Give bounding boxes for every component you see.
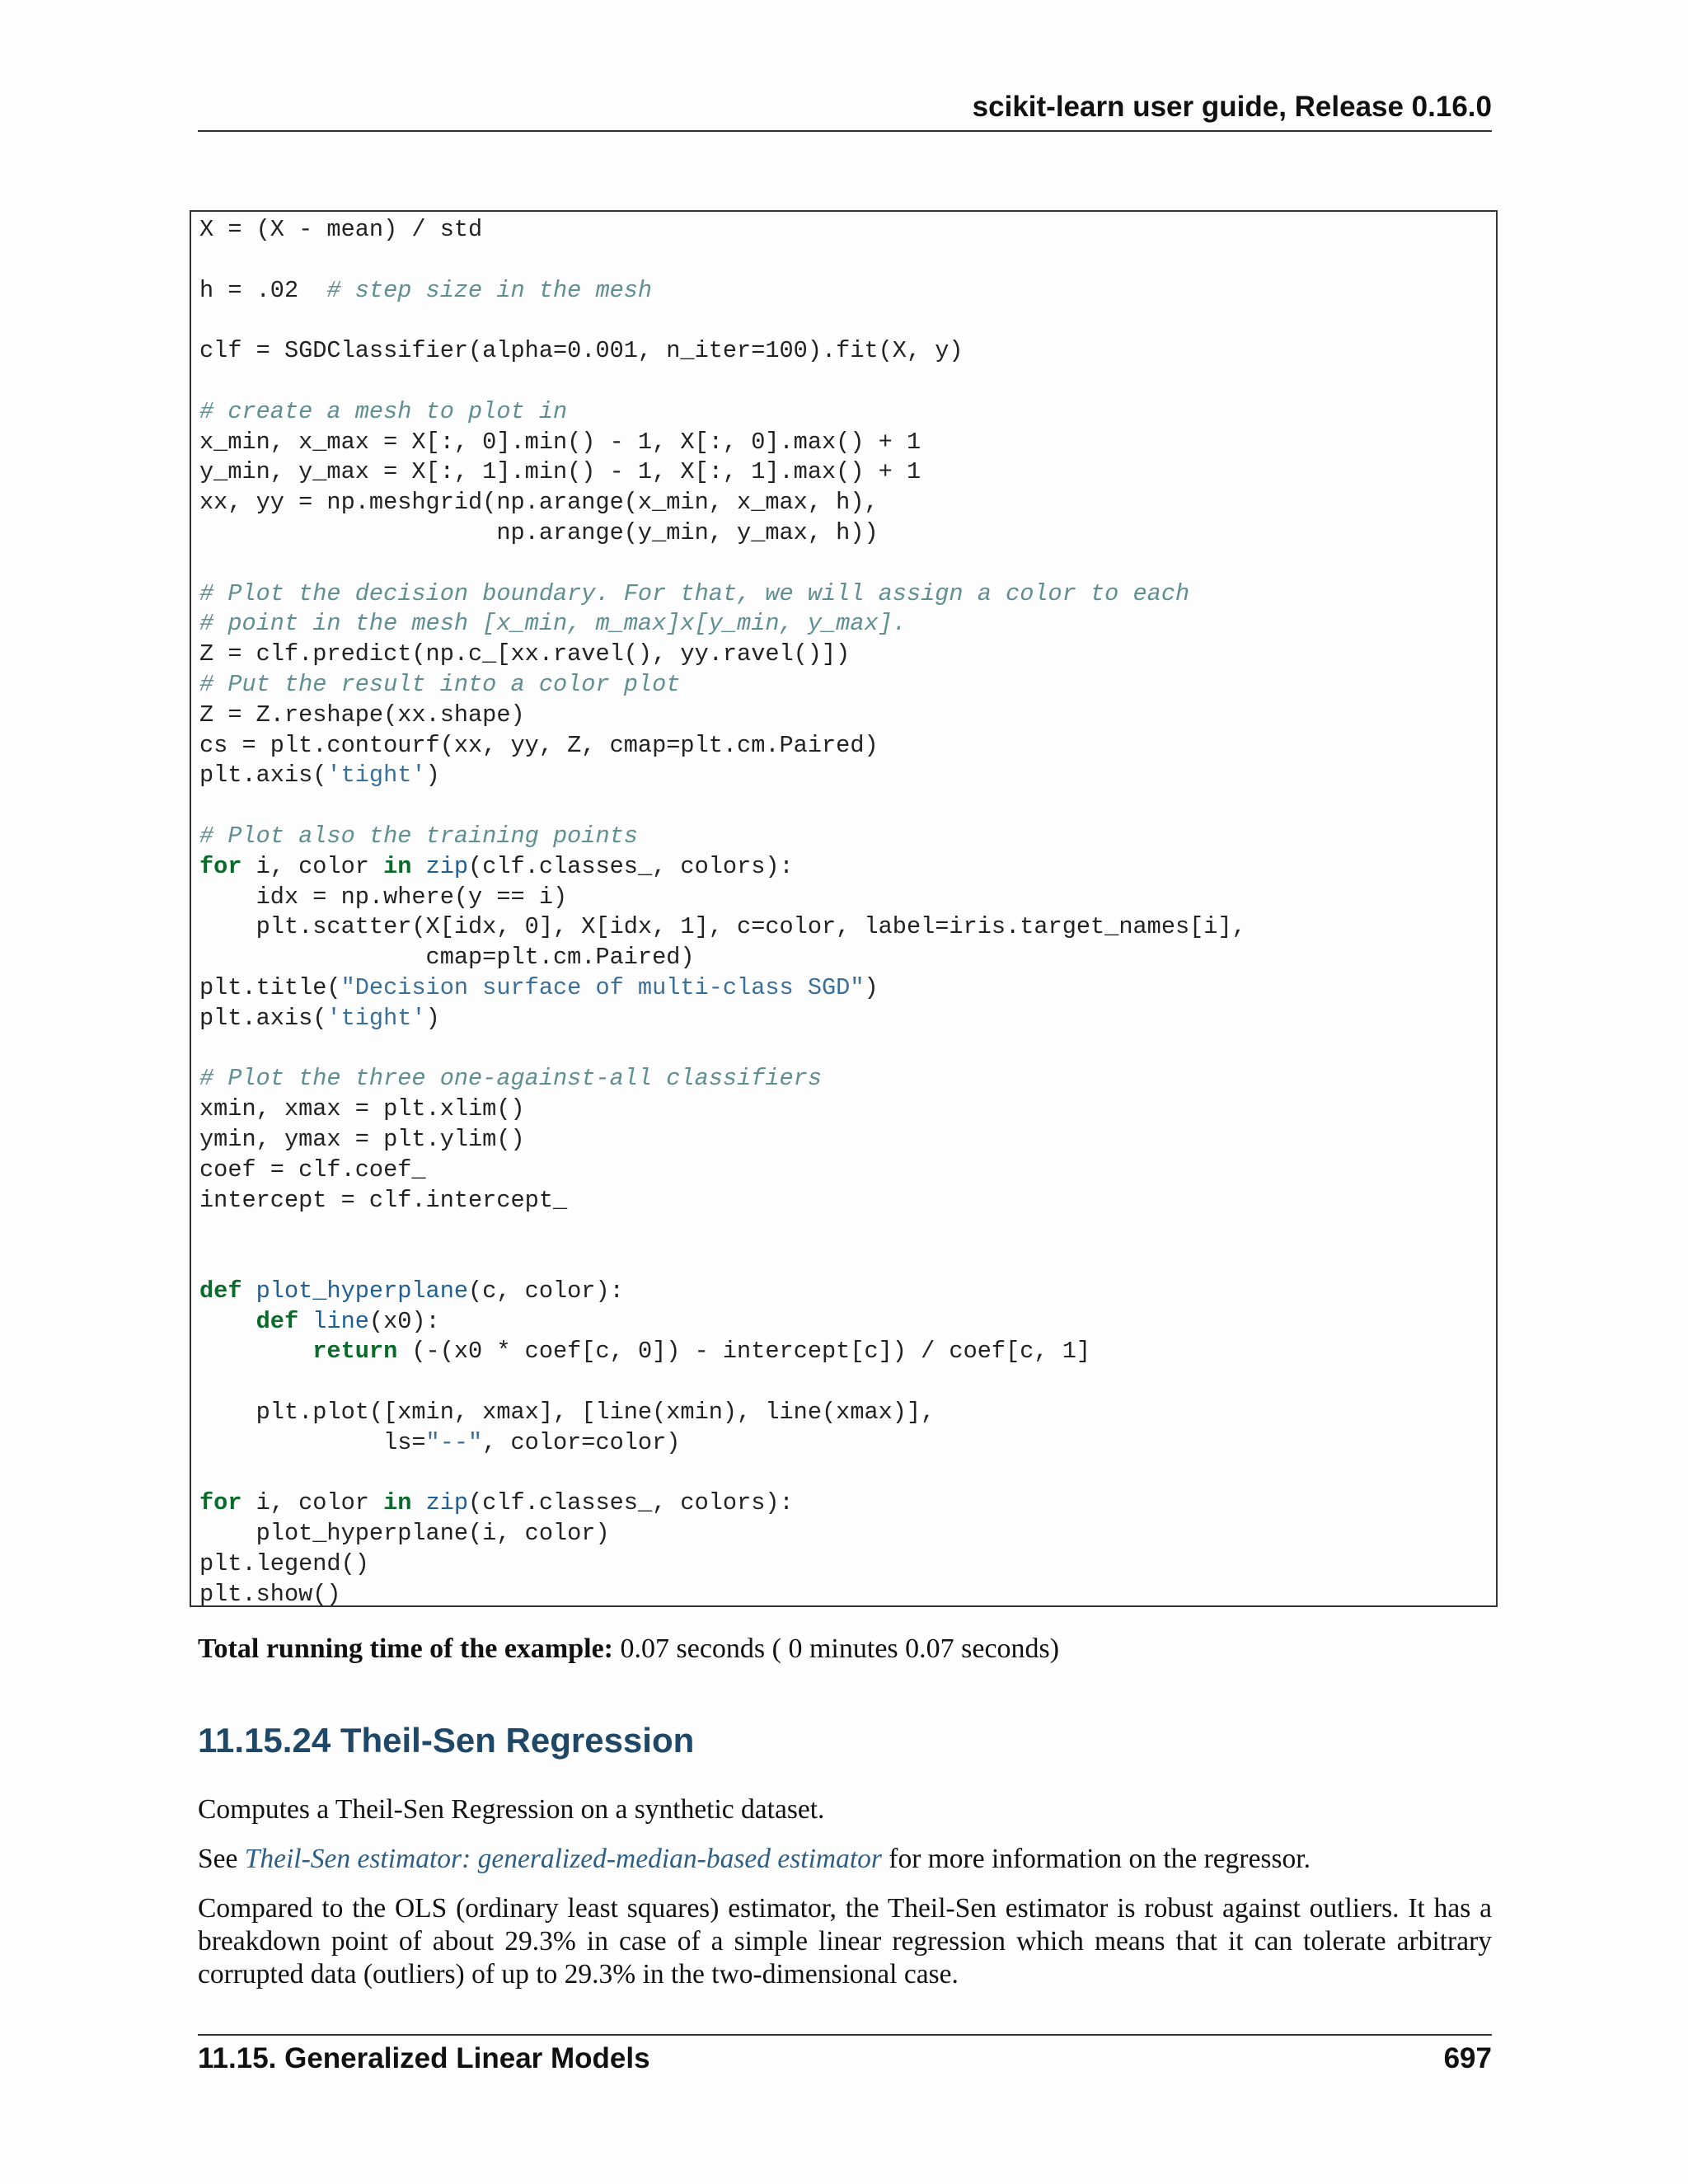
code-keyword: def — [199, 1307, 299, 1335]
code-string: "--" — [425, 1428, 483, 1456]
code-comment: # point in the mesh [x_min, m_max]x[y_min, y_max]. — [199, 610, 907, 638]
code-line: plt.axis( — [199, 762, 327, 790]
footer-section-title: 11.15. Generalized Linear Models — [198, 2042, 650, 2074]
footer-rule — [198, 2034, 1492, 2036]
code-line: plt.plot([xmin, xmax], [line(xmin), line(xmax)], — [199, 1399, 935, 1427]
code-line: ls= — [199, 1428, 426, 1456]
paragraph-see-also — [198, 1843, 1492, 1876]
code-string: 'tight' — [326, 762, 426, 790]
paragraph-comparison: Compared to the OLS (ordinary least squares) estimator, the Theil-Sen estimator is robust against outliers. It has a breakdown point of about 29.3% in case of a simple linear regression which means that it can tolerate arbitrary corrupted data (outliers) of up to 29.3% in the two-dimensional case. — [198, 1893, 1492, 1990]
code-keyword: for — [199, 1489, 242, 1517]
code-string: "Decision surface of multi-class SGD" — [340, 973, 865, 1001]
code-line: (-(x0 * coef[c, 0]) - intercept[c]) / coef[c, 1] — [397, 1338, 1091, 1366]
running-time-label: Total running time of the example: — [198, 1633, 614, 1664]
code-line: y_min, y_max = X[:, 1].min() - 1, X[:, 1].max() + 1 — [199, 458, 921, 486]
code-comment: # Plot the three one-against-all classifiers — [199, 1065, 822, 1093]
code-builtin: zip — [411, 1489, 469, 1517]
header-rule — [198, 130, 1492, 132]
code-line: i, color — [241, 852, 384, 880]
code-line: cs = plt.contourf(xx, yy, Z, cmap=plt.cm.Paired) — [199, 731, 879, 759]
code-line: (clf.classes_, colors): — [468, 852, 794, 880]
page-number: 697 — [1443, 2042, 1492, 2074]
theil-sen-estimator-link[interactable]: Theil-Sen estimator: generalized-median-based estimator — [244, 1844, 882, 1874]
code-line: X = (X - mean) / std — [199, 216, 483, 243]
see-prefix: See — [198, 1844, 245, 1874]
code-comment: # step size in the mesh — [326, 276, 653, 304]
code-function-name: plot_hyperplane — [241, 1277, 469, 1305]
code-line: , color=color) — [482, 1428, 681, 1456]
code-line: intercept = clf.intercept_ — [199, 1186, 568, 1214]
section-heading: 11.15.24 Theil-Sen Regression — [198, 1721, 695, 1760]
code-line: x_min, x_max = X[:, 0].min() - 1, X[:, 0].max() + 1 — [199, 428, 921, 456]
code-line: ymin, ymax = plt.ylim() — [199, 1125, 525, 1153]
code-line: plot_hyperplane(i, color) — [199, 1520, 610, 1548]
code-line: xx, yy = np.meshgrid(np.arange(x_min, x_max, h), — [199, 489, 879, 517]
see-suffix: for more information on the regressor. — [881, 1844, 1311, 1874]
code-line: xmin, xmax = plt.xlim() — [199, 1095, 525, 1123]
code-line: (c, color): — [468, 1277, 624, 1305]
code-line: i, color — [241, 1489, 384, 1517]
code-line: np.arange(y_min, y_max, h)) — [199, 518, 879, 546]
code-line: ) — [864, 973, 879, 1001]
code-line: cmap=plt.cm.Paired) — [199, 944, 695, 972]
code-line: plt.legend() — [199, 1550, 369, 1578]
code-keyword: in — [383, 852, 412, 880]
code-line: plt.show() — [199, 1580, 341, 1608]
code-keyword: def — [199, 1277, 242, 1305]
page-header: scikit-learn user guide, Release 0.16.0 — [972, 91, 1492, 123]
code-line: plt.title( — [199, 973, 341, 1001]
code-comment: # Put the result into a color plot — [199, 670, 681, 698]
code-comment: # Plot also the training points — [199, 822, 638, 850]
running-time-value: 0.07 seconds ( 0 minutes 0.07 seconds) — [613, 1633, 1060, 1664]
code-string: 'tight' — [326, 1004, 426, 1032]
code-comment: # create a mesh to plot in — [199, 397, 568, 425]
code-block — [190, 210, 1498, 1607]
code-listing — [199, 215, 1246, 1610]
code-line: (clf.classes_, colors): — [468, 1489, 794, 1517]
code-function-name: line — [298, 1307, 369, 1335]
code-line: plt.scatter(X[idx, 0], X[idx, 1], c=color, label=iris.target_names[i], — [199, 913, 1246, 941]
code-line: plt.axis( — [199, 1004, 327, 1032]
paragraph-intro: Computes a Theil-Sen Regression on a synthetic dataset. — [198, 1794, 825, 1825]
code-keyword: for — [199, 852, 242, 880]
code-line: ) — [425, 762, 440, 790]
code-builtin: zip — [411, 852, 469, 880]
code-keyword: return — [199, 1338, 398, 1366]
code-keyword: in — [383, 1489, 412, 1517]
code-line: idx = np.where(y == i) — [199, 883, 568, 911]
code-line: coef = clf.coef_ — [199, 1155, 426, 1183]
code-line: ) — [425, 1004, 440, 1032]
code-line: h = .02 — [199, 276, 327, 304]
code-line: Z = clf.predict(np.c_[xx.ravel(), yy.ravel()]) — [199, 640, 851, 668]
code-comment: # Plot the decision boundary. For that, we will assign a color to each — [199, 579, 1190, 607]
code-line: Z = Z.reshape(xx.shape) — [199, 701, 525, 729]
running-time — [198, 1633, 1059, 1665]
code-line: clf = SGDClassifier(alpha=0.001, n_iter=100).fit(X, y) — [199, 337, 964, 365]
code-line: (x0): — [368, 1307, 440, 1335]
